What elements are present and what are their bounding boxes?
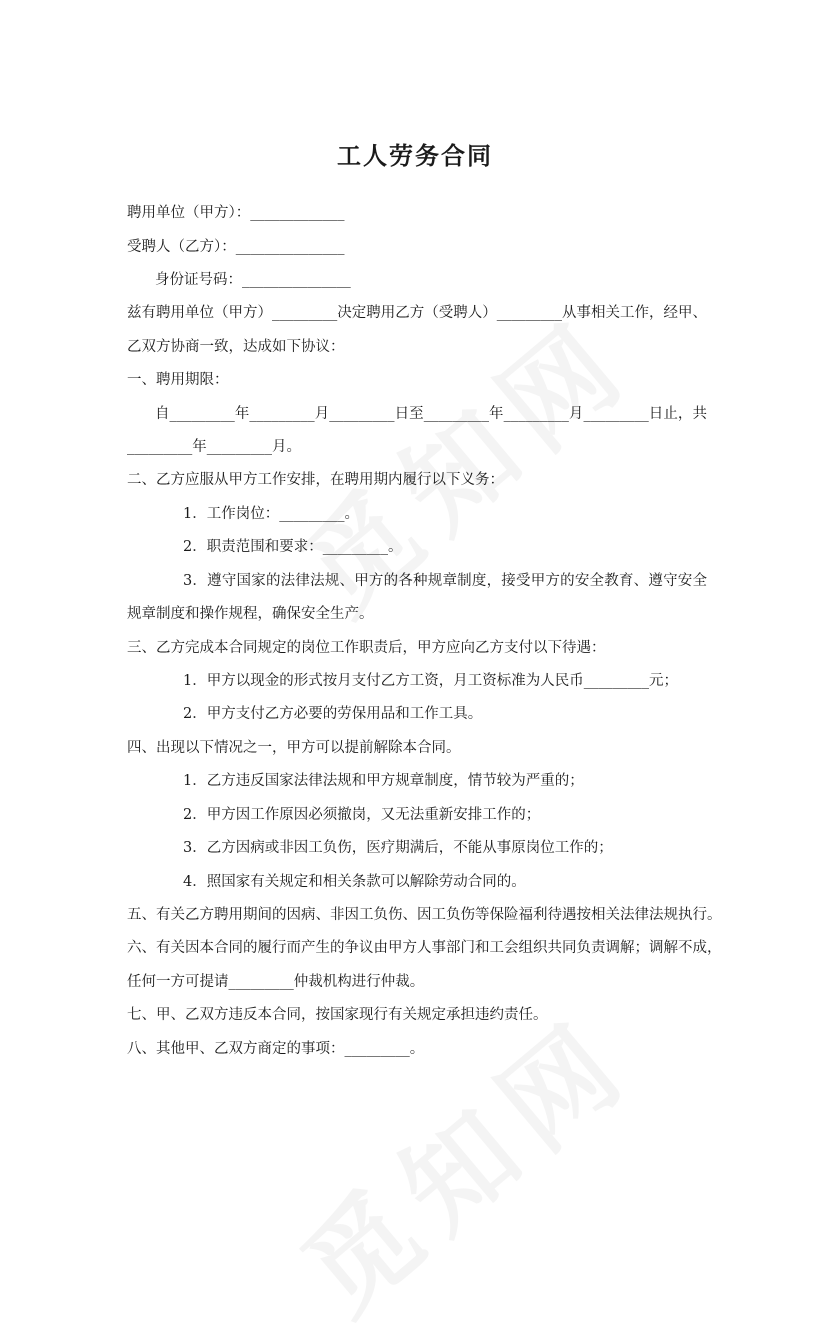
termination-item-3: 3．乙方因病或非因工负伤，医疗期满后，不能从事原岗位工作的；: [183, 840, 613, 856]
section-1-heading: 一、聘用期限：: [127, 372, 229, 388]
termination-item-4: 4．照国家有关规定和相关条款可以解除劳动合同的。: [183, 874, 526, 890]
watermark: [264, 975, 660, 1343]
section-4-heading: 四、出现以下情况之一，甲方可以提前解除本合同。: [127, 740, 461, 756]
duty-item-1: 1．工作岗位：_________。: [183, 506, 359, 522]
preamble-line-2: 乙双方协商一致，达成如下协议：: [127, 339, 345, 355]
term-line-1: 自_________年_________月_________日至_________年_________月_________日止，共: [155, 406, 707, 422]
termination-item-2: 2．甲方因工作原因必须撤岗，又无法重新安排工作的；: [183, 807, 541, 823]
duty-item-3-cont: 规章制度和操作规程，确保安全生产。: [127, 606, 374, 622]
section-6-line-2: 任何一方可提请_________仲裁机构进行仲裁。: [127, 974, 425, 990]
section-5: 五、有关乙方聘用期间的因病、非因工负伤、因工负伤等保险福利待遇按相关法律法规执行。: [127, 907, 722, 923]
benefit-item-1: 1．甲方以现金的形式按月支付乙方工资，月工资标准为人民币_________元；: [183, 673, 678, 689]
term-line-2: _________年_________月。: [127, 439, 301, 455]
party-b-field: 受聘人（乙方）：_______________: [127, 239, 345, 255]
party-a-field: 聘用单位（甲方）：_____________: [127, 205, 345, 221]
section-2-heading: 二、乙方应服从甲方工作安排，在聘用期内履行以下义务：: [127, 472, 504, 488]
duty-item-3: 3．遵守国家的法律法规、甲方的各种规章制度，接受甲方的安全教育、遵守安全: [183, 573, 707, 589]
section-3-heading: 三、乙方完成本合同规定的岗位工作职责后，甲方应向乙方支付以下待遇：: [127, 640, 606, 656]
termination-item-1: 1．乙方违反国家法律法规和甲方规章制度，情节较为严重的；: [183, 773, 584, 789]
benefit-item-2: 2．甲方支付乙方必要的劳保用品和工作工具。: [183, 706, 483, 722]
section-7: 七、甲、乙双方违反本合同，按国家现行有关规定承担违约责任。: [127, 1007, 548, 1023]
section-6-line-1: 六、有关因本合同的履行而产生的争议由甲方人事部门和工会组织共同负责调解；调解不成，: [127, 940, 722, 956]
document-title: 工人劳务合同: [337, 141, 493, 170]
duty-item-2: 2．职责范围和要求：_________。: [183, 539, 403, 555]
preamble-line-1: 兹有聘用单位（甲方）_________决定聘用乙方（受聘人）_________从事相关工作，经甲、: [127, 305, 707, 321]
id-number-field: 身份证号码：_______________: [155, 272, 351, 288]
section-8: 八、其他甲、乙双方商定的事项：_________。: [127, 1041, 425, 1057]
